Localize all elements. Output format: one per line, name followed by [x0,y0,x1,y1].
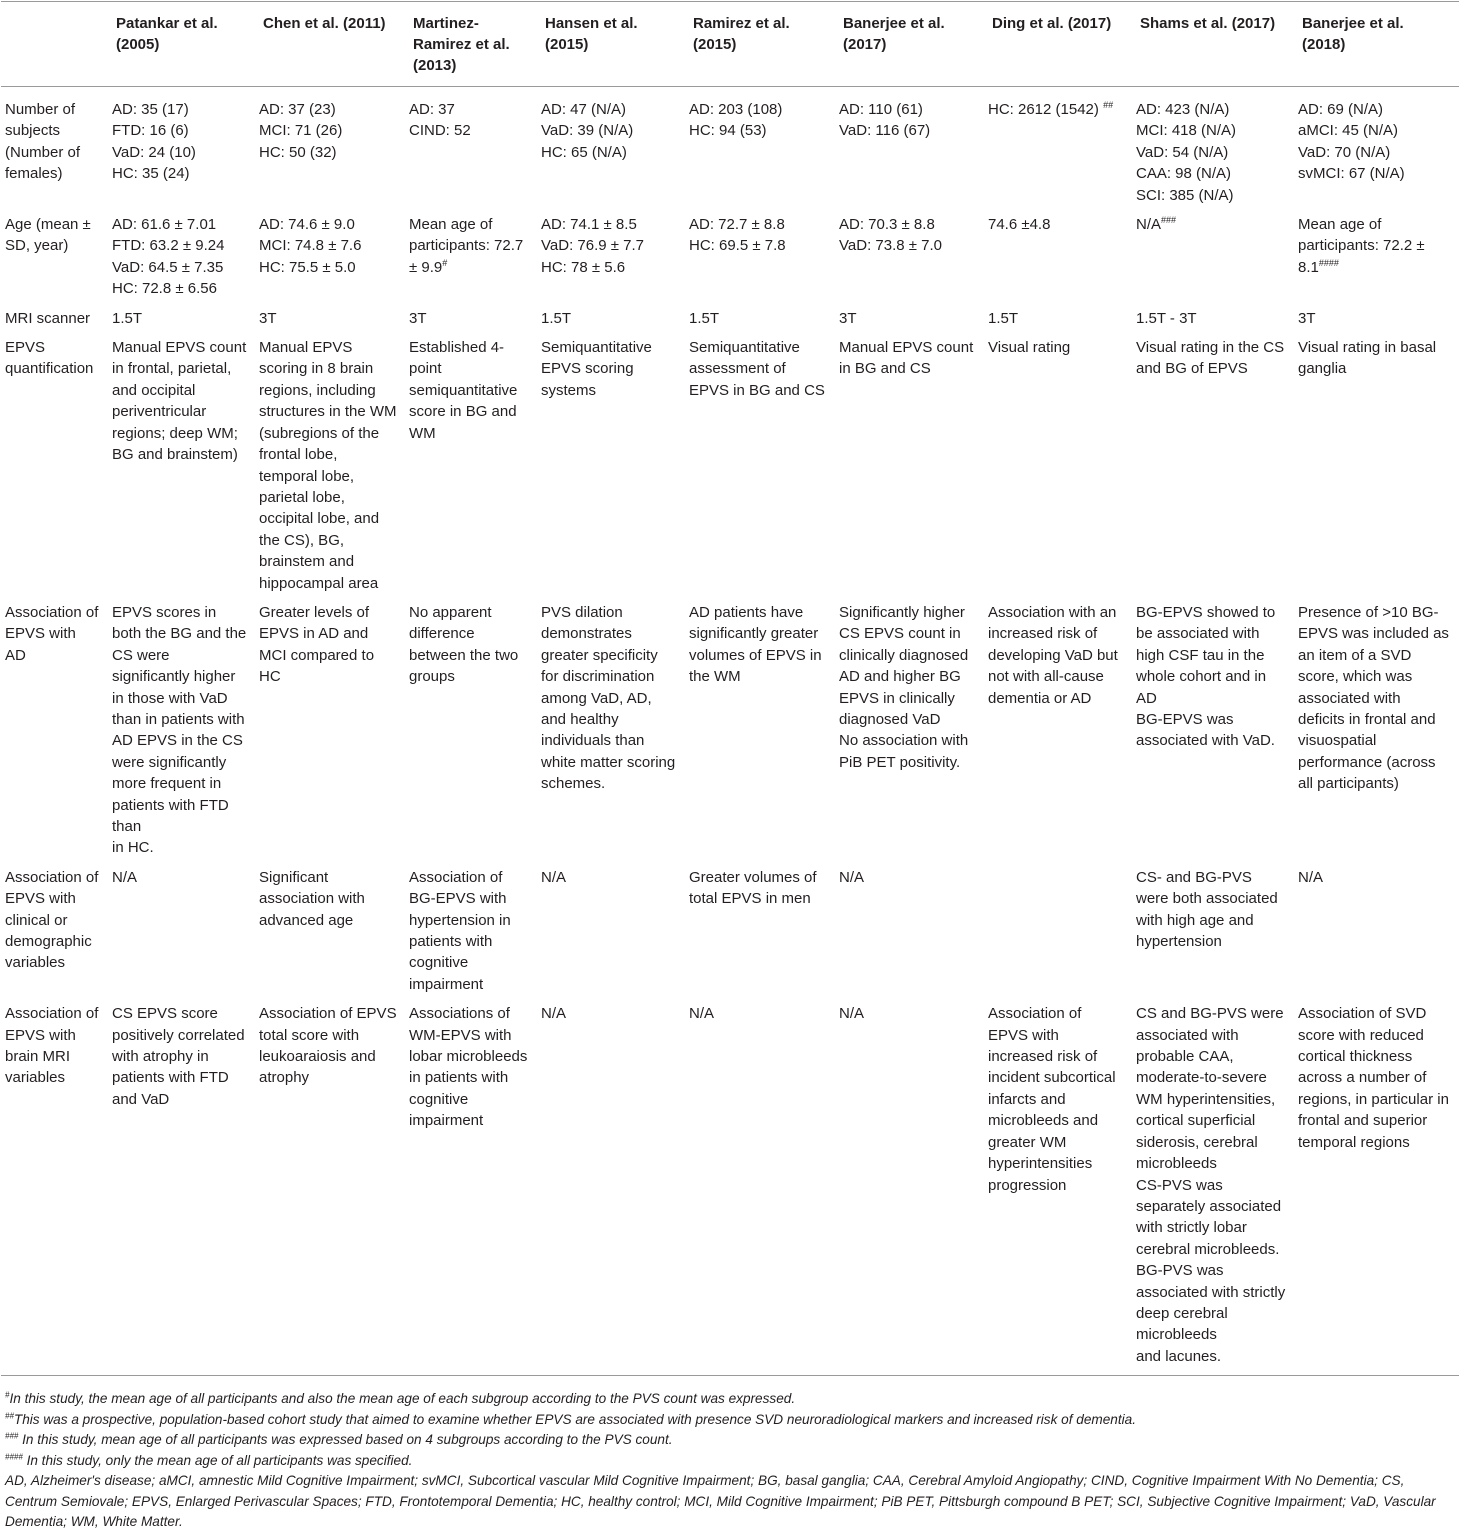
cell-text: 3T [259,309,277,327]
row-label: Association of EPVS with clinical or demographic variables [5,868,99,972]
table-cell [1294,597,1459,862]
table-body [1,87,1459,1376]
cell-text: 1.5T - 3T [1136,309,1197,327]
cell-text: Presence of >10 BG-EPVS was included as an item of a SVD score, which was associated with deficits in frontal and visuospatial performance (across all participants) [1298,603,1449,793]
cell-text: N/A [839,868,865,886]
cell-text: CS- and BG-PVS were both associated with high age and hypertension [1136,868,1278,951]
cell-text: 1.5T [541,309,572,327]
table-cell [255,87,405,210]
table-cell [685,87,835,210]
table-cell [835,862,984,998]
cell-text: N/A [689,1005,715,1023]
footnote-reference: #### [1318,257,1339,268]
column-header: Banerjee et al. (2018) [1302,15,1404,53]
table-cell [405,87,537,210]
table-row [1,862,1459,998]
cell-text: BG-EPVS showed to be associated with high CSF tau in the whole cohort and in AD BG-EPVS was associated with VaD. [1136,603,1276,750]
table-cell [537,87,685,210]
cell-text: N/A [1298,868,1324,886]
cell-text: AD: 110 (61) VaD: 116 (67) [839,101,931,140]
row-label: MRI scanner [5,309,91,327]
cell-text: 3T [1298,309,1316,327]
table-row [1,209,1459,303]
cell-text: Association of EPVS total score with leukoaraiosis and atrophy [259,1005,397,1087]
table-cell [984,862,1132,998]
cell-text: N/A [541,1005,567,1023]
table-cell [108,332,255,597]
column-header: Ramirez et al. (2015) [693,15,790,53]
table-cell [984,209,1132,303]
footnote [5,1430,1455,1451]
footnote-text: In this study, only the mean age of all participants was specified. [22,1452,413,1468]
cell-text: 1.5T [689,309,720,327]
footnote [5,1451,1455,1472]
table-row [1,332,1459,597]
cell-text: AD: 69 (N/A) aMCI: 45 (N/A) VaD: 70 (N/A) svMCI: 67 (N/A) [1298,101,1405,183]
row-label: Association of EPVS with brain MRI variables [5,1005,99,1087]
footnote [5,1410,1455,1431]
cell-text: CS and BG-PVS were associated with probable CAA, moderate-to-severe WM hyperintensities, cortical superficial siderosis, cerebral microbleeds CS-PVS was separately associated with strictly lobar cerebral microbleeds. BG-PVS was associated with strictly deep cerebral microbleeds and lacunes. [1136,1005,1286,1365]
column-header: Martinez-Ramirez et al. (2013) [413,15,510,74]
cell-text: Greater volumes of total EPVS in men [689,868,817,908]
cell-text: 1.5T [112,309,143,327]
row-label: Age (mean ± SD, year) [5,216,91,255]
abbreviations-note: AD, Alzheimer's disease; aMCI, amnestic Mild Cognitive Impairment; svMCI, Subcortical vascular Mild Cognitive Impairment; BG, basal ganglia; CAA, Cerebral Amyloid Angiopathy; CIND, Cognitive Impairment With No Dementia; CS, Centrum Semiovale; EPVS, Enlarged Perivascular Spaces; FTD, Frontotemporal Dementia; HC, healthy control; MCI, Mild Cognitive Impairment; PiB PET, Pittsburgh compound B PET; SCI, Subjective Cognitive Impairment; VaD, Vascular Dementia; WM, White Matter. [5,1473,1436,1530]
table-cell [405,998,537,1375]
footnote-text: In this study, the mean age of all participants and also the mean age of each subgroup according to the PVS count was expressed. [9,1391,796,1407]
cell-text: AD: 47 (N/A) VaD: 39 (N/A) HC: 65 (N/A) [541,101,634,161]
table-cell [685,209,835,303]
column-header: Chen et al. (2011) [263,15,386,32]
cell-text: AD: 35 (17) FTD: 16 (6) VaD: 24 (10) HC: 35 (24) [112,101,196,183]
cell-text: CS EPVS score positively correlated with atrophy in patients with FTD and VaD [112,1005,245,1108]
table-cell [835,998,984,1375]
table-cell [405,303,537,332]
table-cell [108,998,255,1375]
table-row [1,597,1459,862]
table-cell [537,597,685,862]
table-row [1,87,1459,210]
cell-text: Association of SVD score with reduced cortical thickness across a number of regions, in particular in frontal and superior temporal regions [1298,1005,1449,1151]
row-label: Number of subjects (Number of females) [5,101,81,183]
cell-text: AD: 70.3 ± 8.8 VaD: 73.8 ± 7.0 [839,216,943,255]
table-cell [255,209,405,303]
table-cell [1294,998,1459,1375]
cell-text: AD: 74.6 ± 9.0 MCI: 74.8 ± 7.6 HC: 75.5 ± 5.0 [259,216,362,276]
cell-text: Association of BG-EPVS with hypertension in patients with cognitive impairment [409,868,511,993]
cell-text: Visual rating [988,339,1071,357]
cell-text: N/A [1136,216,1162,234]
cell-text: AD: 72.7 ± 8.8 HC: 69.5 ± 7.8 [689,216,786,255]
cell-text: AD: 37 (23) MCI: 71 (26) HC: 50 (32) [259,101,343,161]
table-cell [984,998,1132,1375]
table-cell [1294,87,1459,210]
table-cell [984,303,1132,332]
cell-text: Association with an increased risk of developing VaD but not with all-cause dementia or AD [988,603,1118,707]
table-cell [1132,597,1294,862]
footnote-mark: ## [5,1411,14,1421]
table-header [1,2,1459,87]
table-cell [1294,303,1459,332]
column-header: Banerjee et al. (2017) [843,15,945,53]
footnote-reference: ### [1161,215,1177,226]
table-cell [1132,862,1294,998]
table-cell [835,303,984,332]
cell-text: Mean age of participants: 72.2 ± 8.1 [1298,216,1425,276]
column-header: Patankar et al. (2005) [116,15,218,53]
table-cell [685,332,835,597]
header-row [1,2,1459,87]
table-cell [537,209,685,303]
table-cell [537,862,685,998]
column-header: Shams et al. (2017) [1140,15,1276,32]
table-cell [984,87,1132,210]
table-cell [537,998,685,1375]
table-cell [1132,998,1294,1375]
cell-text: HC: 2612 (1542) [988,101,1104,118]
cell-text: AD patients have significantly greater volumes of EPVS in the WM [689,603,822,686]
cell-text: AD: 423 (N/A) MCI: 418 (N/A) VaD: 54 (N/A) CAA: 98 (N/A) SCI: 385 (N/A) [1136,101,1237,204]
table-cell [405,597,537,862]
footnote-mark: # [5,1390,10,1400]
table-row [1,998,1459,1375]
footnote [5,1389,1455,1410]
cell-text: Greater levels of EPVS in AD and MCI compared to HC [259,603,375,686]
table-cell [108,209,255,303]
cell-text: AD: 37 CIND: 52 [409,101,471,140]
column-header: Hansen et al. (2015) [545,15,638,53]
cell-text: Mean age of participants: 72.7 ± 9.9 [409,216,524,276]
table-cell [1294,862,1459,998]
cell-text: Manual EPVS scoring in 8 brain regions, including structures in the WM (subregions of the frontal lobe, temporal lobe, parietal lobe, occipital lobe, and the CS), BG, brainstem and hippocampal area [259,339,397,592]
cell-text: Semiquantitative EPVS scoring systems [541,339,652,399]
cell-text: Semiquantitative assessment of EPVS in BG and CS [689,339,825,399]
cell-text: N/A [839,1005,865,1023]
table-cell [255,303,405,332]
table-row [1,303,1459,332]
cell-text: N/A [541,868,567,886]
row-label: Association of EPVS with AD [5,603,99,664]
table-cell [405,209,537,303]
epvs-studies-table [1,1,1459,1376]
table-cell [984,597,1132,862]
table-cell [1132,209,1294,303]
table-cell [255,998,405,1375]
table-cell [835,332,984,597]
table-cell [685,998,835,1375]
table-cell [108,303,255,332]
cell-text: Visual rating in the CS and BG of EPVS [1136,339,1285,378]
cell-text: AD: 203 (108) HC: 94 (53) [689,101,783,140]
footnote-text: This was a prospective, population-based cohort study that aimed to examine whether EPVS are associated with presence SVD neuroradiological markers and increased risk of dementia. [13,1411,1136,1427]
table-cell [255,862,405,998]
table-cell [685,597,835,862]
cell-text: Manual EPVS count in frontal, parietal, and occipital periventricular regions; deep WM; BG and brainstem) [112,339,247,464]
cell-text: Established 4-point semiquantitative score in BG and WM [409,339,518,442]
cell-text: Significant association with advanced age [259,868,365,929]
table-cell [255,332,405,597]
table-cell [255,597,405,862]
cell-text: 3T [409,309,427,327]
table-cell [1132,87,1294,210]
footnote-mark: #### [5,1452,23,1462]
cell-text: Visual rating in basal ganglia [1298,339,1437,378]
table-cell [685,303,835,332]
footnote-mark: ### [5,1431,19,1441]
table-cell [537,303,685,332]
cell-text: Associations of WM-EPVS with lobar microbleeds in patients with cognitive impairment [409,1005,528,1130]
cell-text: 1.5T [988,309,1019,327]
cell-text: No apparent difference between the two groups [409,603,519,686]
column-header: Ding et al. (2017) [992,15,1112,32]
table-cell [537,332,685,597]
table-cell [405,332,537,597]
footnote-text: In this study, mean age of all participants was expressed based on 4 subgroups according to the PVS count. [18,1432,673,1448]
cell-text: 74.6 ±4.8 [988,216,1051,234]
cell-text: Manual EPVS count in BG and CS [839,339,974,378]
cell-text: AD: 61.6 ± 7.01 FTD: 63.2 ± 9.24 VaD: 64.5 ± 7.35 HC: 72.8 ± 6.56 [112,216,225,298]
table-cell [835,87,984,210]
table-cell [108,597,255,862]
cell-text: Significantly higher CS EPVS count in clinically diagnosed AD and higher BG EPVS in clinically diagnosed VaD No association with PiB PET positivity. [839,603,969,771]
cell-text: 3T [839,309,857,327]
cell-text: AD: 74.1 ± 8.5 VaD: 76.9 ± 7.7 HC: 78 ± 5.6 [541,216,645,276]
footnote-reference: ## [1103,100,1114,110]
table-cell [1132,303,1294,332]
table-cell [835,597,984,862]
footnote-reference: # [442,257,448,268]
table-cell [405,862,537,998]
table-cell [984,332,1132,597]
table-cell [1294,209,1459,303]
table-cell [108,87,255,210]
table-cell [1294,332,1459,597]
row-label: EPVS quantification [5,339,94,378]
table-cell [108,862,255,998]
table-cell [685,862,835,998]
table-cell [835,209,984,303]
cell-text: PVS dilation demonstrates greater specificity for discrimination among VaD, AD, and healthy individuals than white matter scoring schemes. [541,603,676,793]
table-cell [1132,332,1294,597]
table-footnotes [5,1389,1455,1533]
cell-text: Association of EPVS with increased risk of incident subcortical infarcts and microbleeds and greater WM hyperintensities progression [988,1005,1116,1194]
cell-text: N/A [112,868,138,886]
cell-text: EPVS scores in both the BG and the CS were significantly higher in those with VaD than in patients with AD EPVS in the CS were significantly more frequent in patients with FTD than in HC. [112,603,247,857]
corner-header-cell [1,2,108,87]
